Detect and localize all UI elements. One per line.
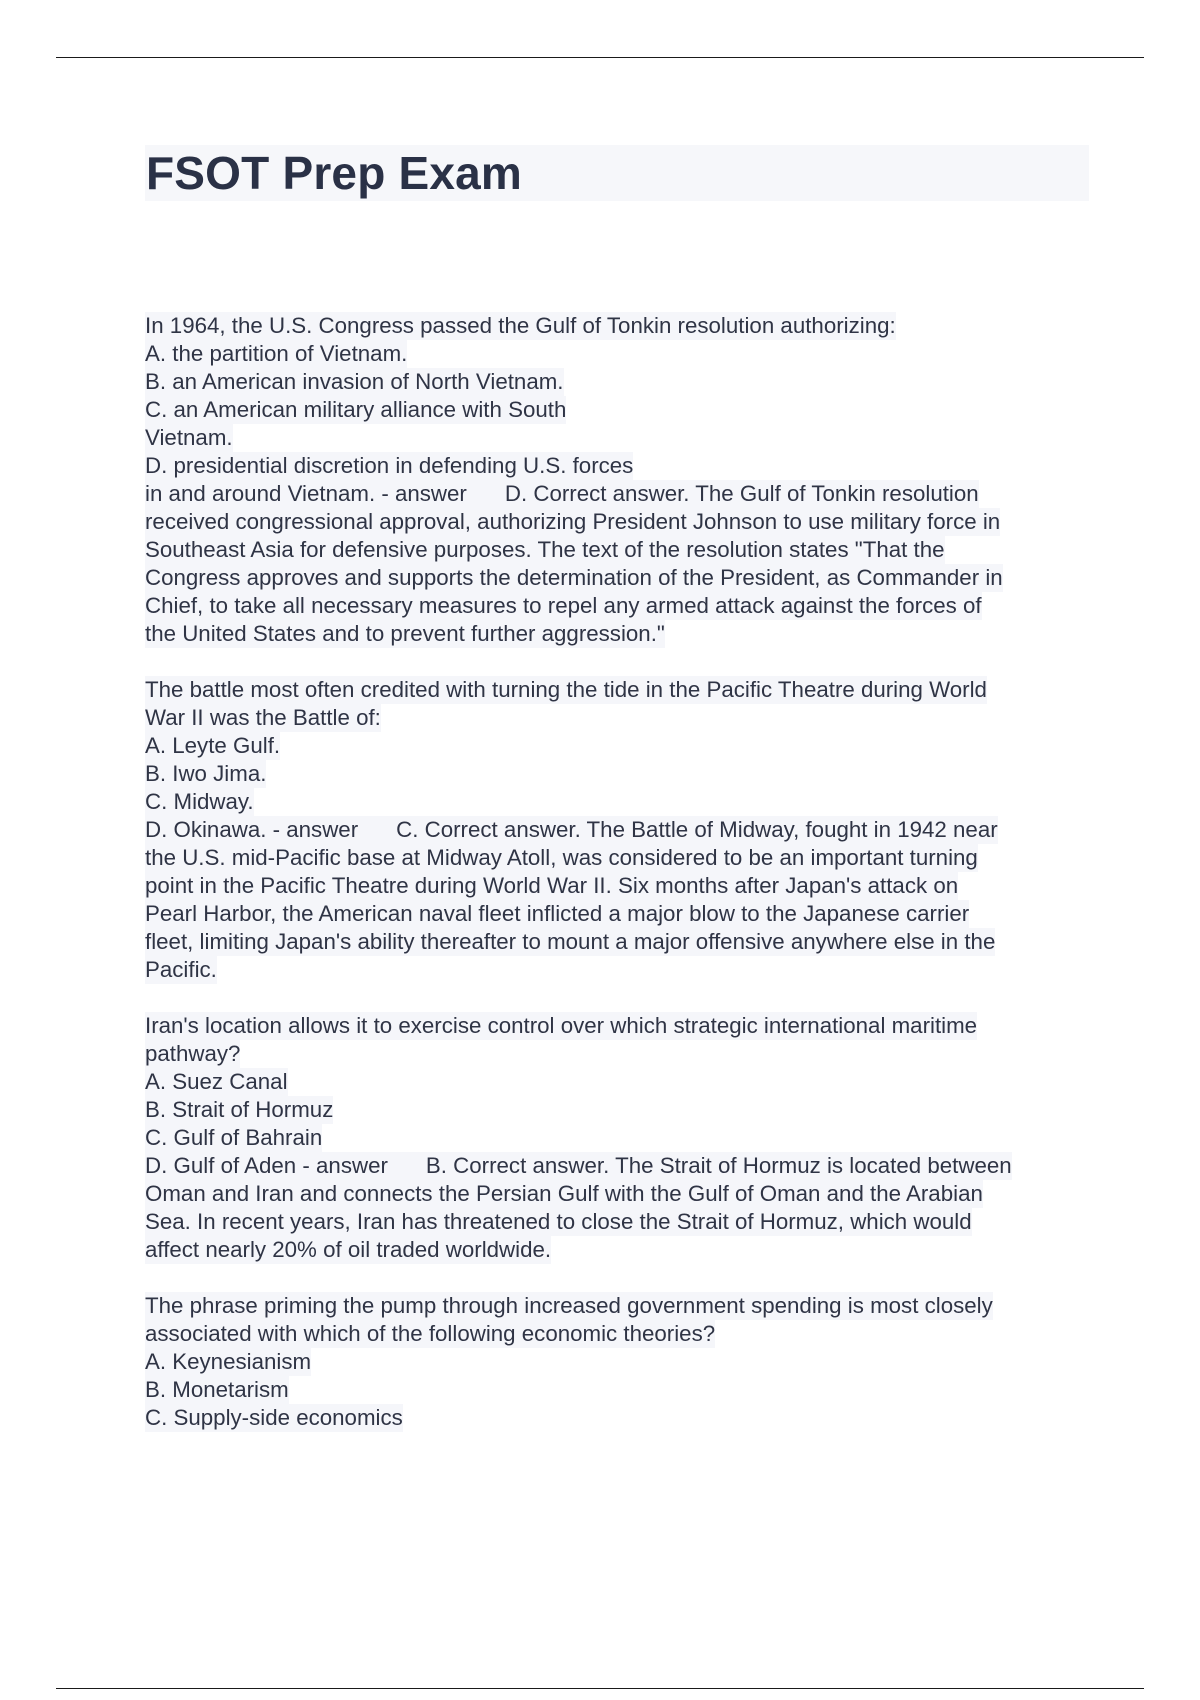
question-text: In 1964, the U.S. Congress passed the Gulf of Tonkin resolution authorizing: — [145, 313, 896, 338]
option-a: A. Keynesianism — [145, 1349, 312, 1374]
answer-line — [145, 480, 979, 508]
option-b: B. Monetarism — [145, 1377, 289, 1402]
question-block-3 — [145, 1012, 1105, 1264]
question-text: The phrase priming the pump through increased government spending is most closely — [145, 1293, 993, 1318]
answer-explanation: C. Correct answer. The Battle of Midway, fought in 1942 near — [396, 817, 998, 842]
answer-explanation-line: Sea. In recent years, Iran has threatened to close the Strait of Hormuz, which would — [145, 1209, 972, 1234]
option-d: D. presidential discretion in defending U.S. forces — [145, 453, 634, 478]
answer-label: D. Okinawa. - answer — [145, 817, 359, 842]
answer-explanation-line: Congress approves and supports the determination of the President, as Commander in — [145, 565, 1003, 590]
option-a: A. Suez Canal — [145, 1069, 288, 1094]
answer-label: in and around Vietnam. - answer — [145, 481, 467, 506]
answer-explanation-line: affect nearly 20% of oil traded worldwide. — [145, 1237, 552, 1262]
answer-explanation-line: Pacific. — [145, 957, 217, 982]
document-body — [145, 312, 1105, 1460]
option-c-continued: Vietnam. — [145, 425, 233, 450]
answer-explanation-line: Pearl Harbor, the American naval fleet inflicted a major blow to the Japanese carrier — [145, 901, 970, 926]
option-c: C. Midway. — [145, 789, 254, 814]
answer-line — [145, 816, 998, 844]
question-block-4 — [145, 1292, 1105, 1432]
option-c: C. an American military alliance with South — [145, 397, 567, 422]
option-b: B. Strait of Hormuz — [145, 1097, 334, 1122]
answer-explanation-line: received congressional approval, authorizing President Johnson to use military force in — [145, 509, 1001, 534]
option-b: B. Iwo Jima. — [145, 761, 267, 786]
answer-explanation-line: the U.S. mid-Pacific base at Midway Atoll, was considered to be an important turning — [145, 845, 978, 870]
answer-explanation-line: point in the Pacific Theatre during World War II. Six months after Japan's attack on — [145, 873, 959, 898]
answer-explanation: B. Correct answer. The Strait of Hormuz is located between — [425, 1153, 1012, 1178]
answer-explanation: D. Correct answer. The Gulf of Tonkin resolution — [504, 481, 979, 506]
option-a: A. the partition of Vietnam. — [145, 341, 408, 366]
answer-explanation-line: Chief, to take all necessary measures to repel any armed attack against the forces of — [145, 593, 982, 618]
question-text-continued: associated with which of the following economic theories? — [145, 1321, 716, 1346]
answer-explanation-line: the United States and to prevent further aggression." — [145, 621, 665, 646]
option-a: A. Leyte Gulf. — [145, 733, 281, 758]
question-block-2 — [145, 676, 1105, 984]
question-block-1 — [145, 312, 1105, 648]
answer-explanation-line: Southeast Asia for defensive purposes. The text of the resolution states "That the — [145, 537, 945, 562]
question-text: The battle most often credited with turning the tide in the Pacific Theatre during World — [145, 677, 987, 702]
answer-line — [145, 1152, 1012, 1180]
answer-label: D. Gulf of Aden - answer — [145, 1153, 388, 1178]
question-text: Iran's location allows it to exercise control over which strategic international maritime — [145, 1013, 978, 1038]
bottom-rule — [56, 1688, 1144, 1689]
option-b: B. an American invasion of North Vietnam. — [145, 369, 564, 394]
answer-explanation-line: fleet, limiting Japan's ability thereafter to mount a major offensive anywhere else in the — [145, 929, 996, 954]
top-rule — [56, 57, 1144, 58]
option-c: C. Supply-side economics — [145, 1405, 403, 1430]
question-text-continued: pathway? — [145, 1041, 241, 1066]
question-text-continued: War II was the Battle of: — [145, 705, 381, 730]
option-c: C. Gulf of Bahrain — [145, 1125, 323, 1150]
page-title: FSOT Prep Exam — [146, 147, 523, 199]
answer-explanation-line: Oman and Iran and connects the Persian Gulf with the Gulf of Oman and the Arabian — [145, 1181, 983, 1206]
